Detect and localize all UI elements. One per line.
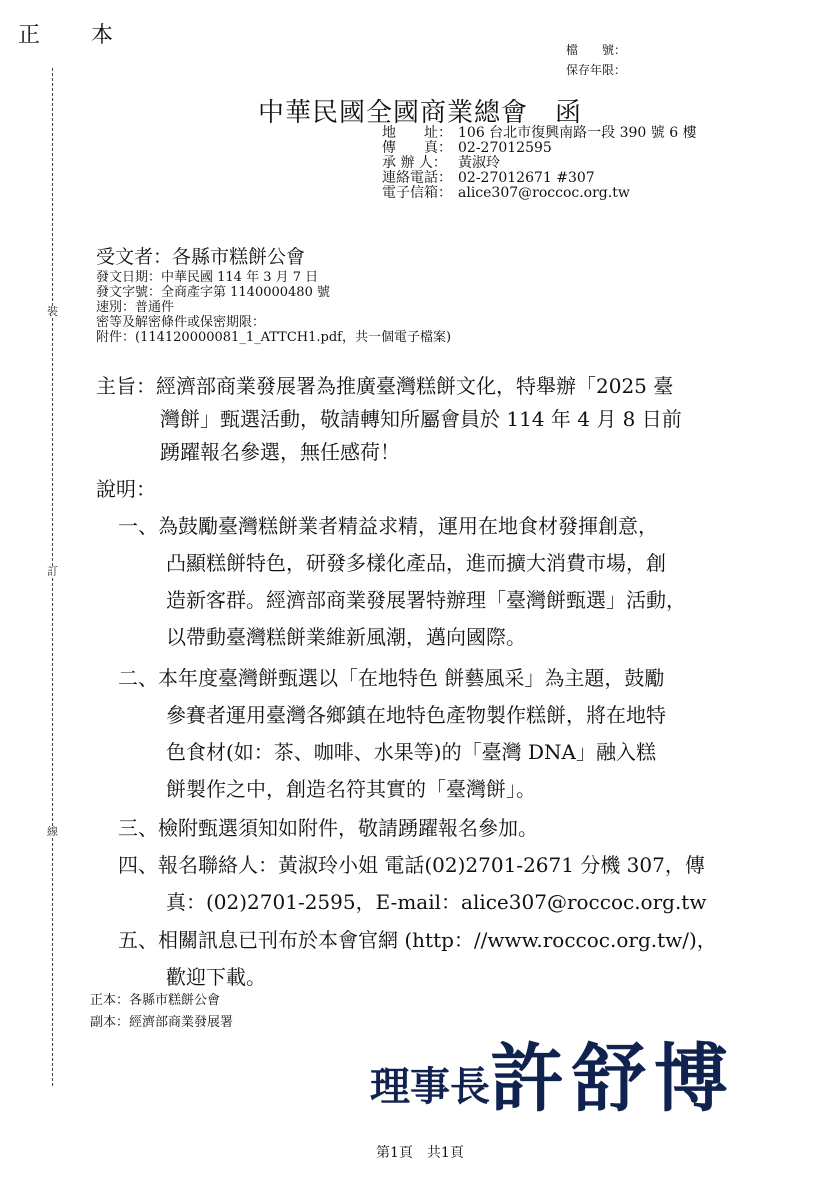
item-5-line-1: 五、相關訊息已刊布於本會官網 (http：//www.roccoc.org.tw/)， bbox=[118, 928, 717, 952]
document-number: 發文字號：全商產字第 1140000480 號 bbox=[96, 285, 330, 300]
subject-block bbox=[96, 370, 682, 469]
chairman-signature-stamp bbox=[370, 1024, 770, 1124]
address-row bbox=[382, 126, 697, 141]
email-label: 電子信箱： bbox=[382, 185, 452, 201]
explanation-heading: 說明： bbox=[96, 477, 156, 501]
chairman-title: 理事長 bbox=[370, 1063, 490, 1110]
item-2-line-4: 餅製作之中，創造名符其實的「臺灣餅」。 bbox=[166, 777, 536, 801]
address-label: 地 址： bbox=[382, 125, 452, 141]
phone-value: 02-27012671 #307 bbox=[458, 170, 595, 186]
document-meta bbox=[96, 270, 451, 345]
item-1-line-4: 以帶動臺灣糕餅業維新風潮，邁向國際。 bbox=[166, 625, 526, 649]
item-5-line-2: 歡迎下載。 bbox=[166, 965, 266, 989]
item-2-line-3: 色食材(如：茶、咖啡、水果等)的「臺灣 DNA」融入糕 bbox=[166, 740, 656, 764]
retention-period-field: 保存年限： bbox=[566, 63, 627, 77]
copy-recipient: 副本：經濟部商業發展署 bbox=[90, 1015, 234, 1030]
item-4-line-2: 真：(02)2701-2595，E-mail：alice307@roccoc.org.tw bbox=[166, 890, 707, 914]
sender-contact-block bbox=[382, 126, 697, 201]
fax-row bbox=[382, 141, 697, 156]
copy-mark: 正 本 bbox=[18, 23, 135, 48]
handler-row bbox=[382, 156, 697, 171]
binding-mark-zhuang: 裝 bbox=[47, 305, 58, 318]
archive-fields bbox=[566, 40, 626, 80]
recipient: 受文者：各縣市糕餅公會 bbox=[96, 246, 306, 268]
handler-label: 承 辦 人： bbox=[382, 155, 447, 171]
item-1-line-1: 一、為鼓勵臺灣糕餅業者精益求精，運用在地食材發揮創意， bbox=[118, 514, 658, 538]
email-row bbox=[382, 186, 697, 201]
distribution-block bbox=[90, 990, 233, 1034]
attachment-line: 附件：(114120000081_1_ATTCH1.pdf，共一個電子檔案) bbox=[96, 330, 452, 345]
item-1-line-2: 凸顯糕餅特色，研發多樣化產品，進而擴大消費市場，創 bbox=[166, 551, 666, 575]
item-1-line-3: 造新客群。經濟部商業發展署特辦理「臺灣餅甄選」活動， bbox=[166, 588, 686, 612]
email-value: alice307@roccoc.org.tw bbox=[458, 185, 630, 201]
page-footer: 第1頁 共1頁 bbox=[376, 1145, 464, 1161]
item-4-line-1: 四、報名聯絡人：黃淑玲小姐 電話(02)2701-2671 分機 307，傳 bbox=[118, 853, 705, 877]
address-value: 106 台北市復興南路一段 390 號 6 樓 bbox=[458, 125, 697, 141]
security-level: 密等及解密條件或保密期限： bbox=[96, 315, 266, 330]
item-2-line-1: 二、本年度臺灣餅甄選以「在地特色 餅藝風采」為主題，鼓勵 bbox=[118, 666, 665, 690]
speed-class: 速別：普通件 bbox=[96, 300, 175, 315]
subject-line-2: 灣餅」甄選活動，敬請轉知所屬會員於 114 年 4 月 8 日前 bbox=[160, 407, 682, 431]
document-title: 中華民國全國商業總會 函 bbox=[258, 98, 583, 128]
fax-value: 02-27012595 bbox=[458, 140, 552, 156]
chairman-name: 許舒博 bbox=[490, 1036, 736, 1122]
subject-line-3: 踴躍報名參選，無任感荷！ bbox=[160, 440, 400, 464]
phone-label: 連絡電話： bbox=[382, 170, 452, 186]
phone-row bbox=[382, 171, 697, 186]
handler-value: 黃淑玲 bbox=[458, 155, 500, 171]
subject-line-1: 主旨：經濟部商業發展署為推廣臺灣糕餅文化，特舉辦「2025 臺 bbox=[96, 374, 674, 398]
issue-date: 發文日期：中華民國 114 年 3 月 7 日 bbox=[96, 270, 319, 285]
binding-mark-xian: 線 bbox=[47, 825, 58, 838]
file-number-field: 檔 號： bbox=[566, 43, 627, 57]
item-3-line-1: 三、檢附甄選須知如附件，敬請踴躍報名參加。 bbox=[118, 816, 538, 840]
item-2-line-2: 參賽者運用臺灣各鄉鎮在地特色產物製作糕餅，將在地特 bbox=[166, 703, 666, 727]
original-recipient: 正本：各縣市糕餅公會 bbox=[90, 993, 221, 1008]
fax-label: 傳 真： bbox=[382, 140, 452, 156]
binding-mark-ding: 訂 bbox=[47, 565, 58, 578]
